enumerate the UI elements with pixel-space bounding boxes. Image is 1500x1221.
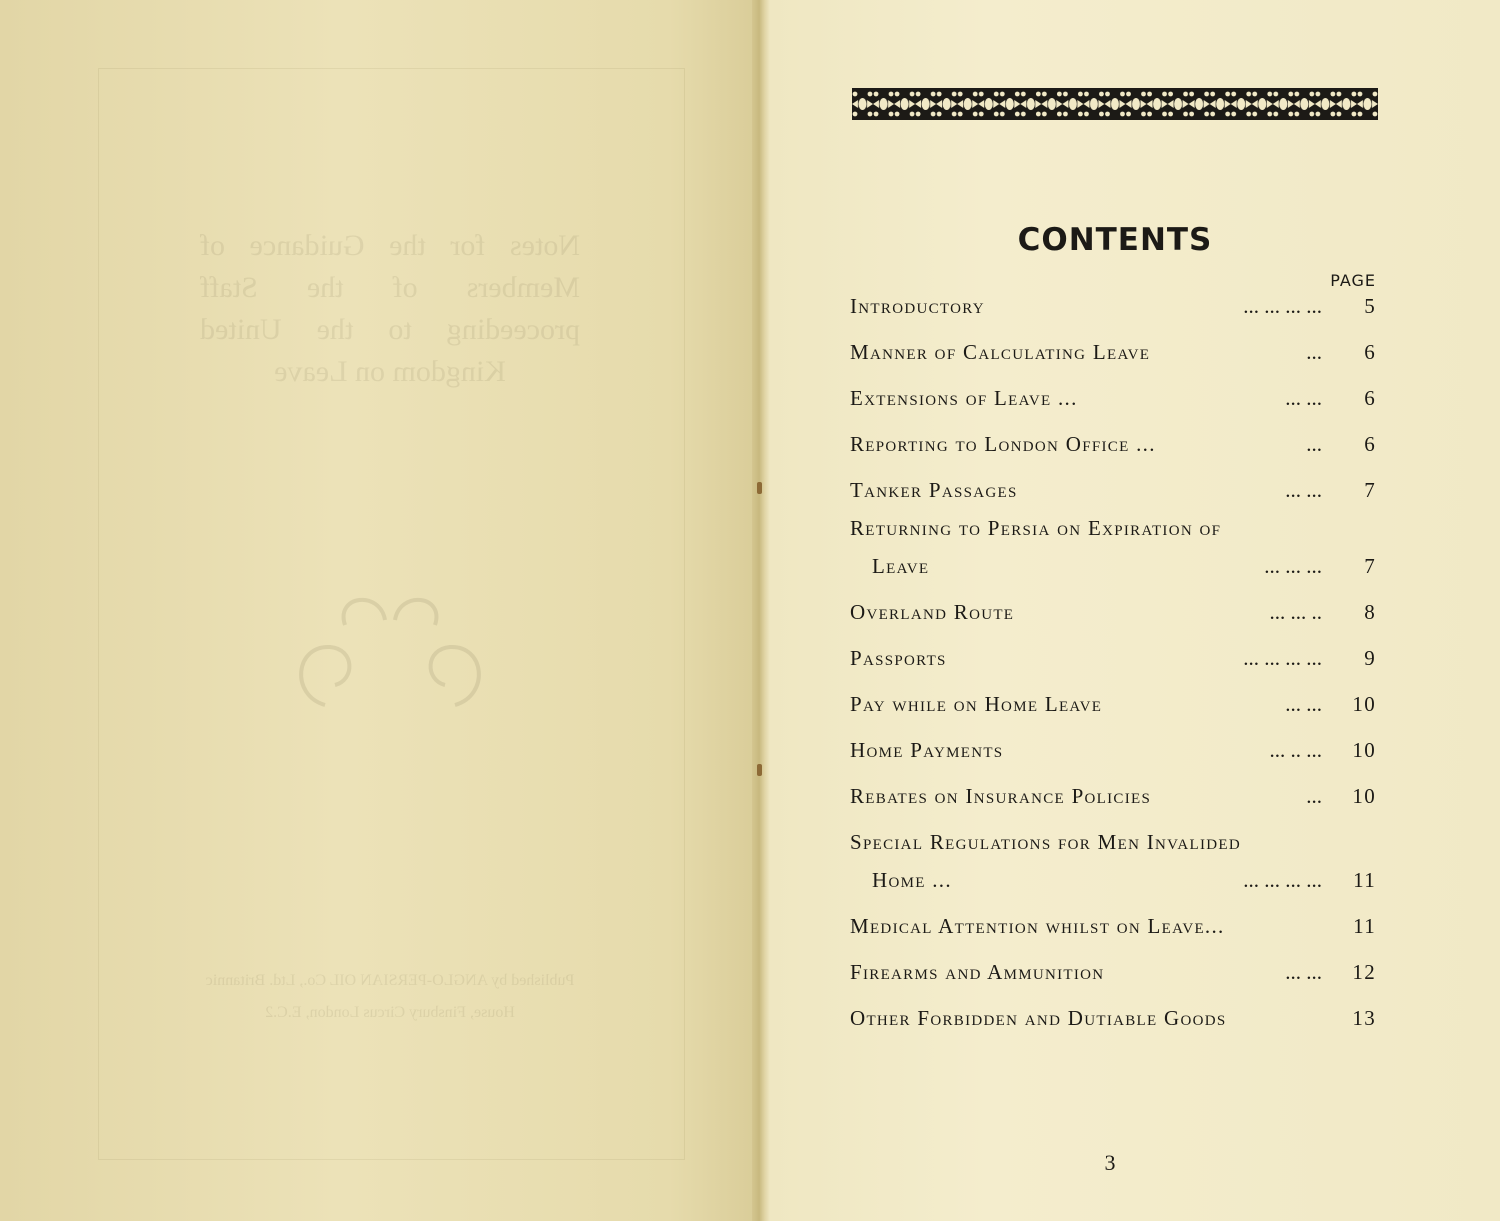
toc-entry xyxy=(850,294,1378,324)
toc-leader-dots: ... ... xyxy=(1285,386,1322,410)
toc-page-number: 11 xyxy=(1353,914,1376,938)
toc-entry xyxy=(850,692,1378,722)
toc-page-number: 7 xyxy=(1364,478,1376,502)
toc-page-number: 7 xyxy=(1364,554,1376,578)
toc-page-number: 6 xyxy=(1364,386,1376,410)
toc-entry-continuation xyxy=(850,868,1378,898)
toc-leader-dots: ... xyxy=(1306,432,1322,456)
toc-entry xyxy=(850,738,1378,768)
toc-leader-dots: ... xyxy=(1306,340,1322,364)
toc-leader-dots: ... ... ... ... xyxy=(1243,868,1322,892)
bleed-through-ornament xyxy=(285,585,495,725)
toc-leader-dots: ... ... xyxy=(1285,692,1322,716)
toc-page-number: 6 xyxy=(1364,340,1376,364)
toc-entry-label: Pay while on Home Leave xyxy=(850,692,1103,716)
bleed-through-title: Notes for the Guidance of Members of the Staff proceeding to the United Kingdom on Leave xyxy=(200,229,580,388)
toc-page-number: 11 xyxy=(1353,868,1376,892)
toc-entry-label: Returning to Persia on Expiration of xyxy=(850,516,1222,540)
toc-page-number: 5 xyxy=(1364,294,1376,318)
binding-stitch xyxy=(757,764,762,776)
toc-entry xyxy=(850,646,1378,676)
toc-entry-label: Introductory xyxy=(850,294,985,318)
toc-entry xyxy=(850,478,1378,508)
contents-heading: CONTENTS xyxy=(1017,222,1213,258)
toc-entry-label: Tanker Passages xyxy=(850,478,1018,502)
toc-entry-label: Overland Route xyxy=(850,600,1015,624)
toc-entry xyxy=(850,432,1378,462)
toc-entry-label: Manner of Calculating Leave xyxy=(850,340,1151,364)
toc-leader-dots: ... xyxy=(1306,784,1322,808)
toc-page-number: 10 xyxy=(1352,692,1376,716)
toc-entry xyxy=(850,340,1378,370)
toc-leader-dots: ... ... ... xyxy=(1264,554,1322,578)
toc-page-number: 10 xyxy=(1352,784,1376,808)
toc-leader-dots: ... ... .. xyxy=(1269,600,1322,624)
toc-page-number: 9 xyxy=(1364,646,1376,670)
toc-entry-label: Leave xyxy=(872,554,930,578)
toc-entry xyxy=(850,914,1378,944)
toc-entry-label: Extensions of Leave ... xyxy=(850,386,1078,410)
toc-page-number: 13 xyxy=(1352,1006,1376,1030)
toc-entry xyxy=(850,516,1378,546)
binding-stitch xyxy=(757,482,762,494)
toc-entry-label: Rebates on Insurance Policies xyxy=(850,784,1152,808)
toc-entry xyxy=(850,1006,1378,1036)
toc-entry xyxy=(850,386,1378,416)
bleed-through-publisher: Published by ANGLO-PERSIAN OIL Co., Ltd. Britannic House, Finsbury Circus London, E.C.2 xyxy=(205,972,575,1021)
toc-entry xyxy=(850,830,1378,860)
page-number-folio: 3 xyxy=(1104,1150,1116,1175)
toc-entry-label: Firearms and Ammunition xyxy=(850,960,1105,984)
toc-page-number: 6 xyxy=(1364,432,1376,456)
toc-entry-label: Other Forbidden and Dutiable Goods xyxy=(850,1006,1227,1030)
toc-entry-label: Home Payments xyxy=(850,738,1004,762)
toc-entry-label: Special Regulations for Men Invalided xyxy=(850,830,1242,854)
page-column-header: PAGE xyxy=(1330,271,1376,290)
toc-entry-label: Reporting to London Office ... xyxy=(850,432,1156,456)
toc-entry xyxy=(850,784,1378,814)
toc-entry xyxy=(850,960,1378,990)
toc-entry xyxy=(850,600,1378,630)
toc-page-number: 10 xyxy=(1352,738,1376,762)
toc-leader-dots: ... .. ... xyxy=(1269,738,1322,762)
toc-page-number: 8 xyxy=(1364,600,1376,624)
toc-entry-label: Home ... xyxy=(872,868,952,892)
toc-entry-label: Medical Attention whilst on Leave... xyxy=(850,914,1225,938)
toc-leader-dots: ... ... ... ... xyxy=(1243,646,1322,670)
toc-entry-continuation xyxy=(850,554,1378,584)
decorative-border-ornament xyxy=(852,88,1378,120)
toc-entry-label: Passports xyxy=(850,646,947,670)
book-gutter xyxy=(752,0,770,1221)
toc-leader-dots: ... ... xyxy=(1285,478,1322,502)
toc-page-number: 12 xyxy=(1352,960,1376,984)
toc-leader-dots: ... ... ... ... xyxy=(1243,294,1322,318)
toc-leader-dots: ... ... xyxy=(1285,960,1322,984)
